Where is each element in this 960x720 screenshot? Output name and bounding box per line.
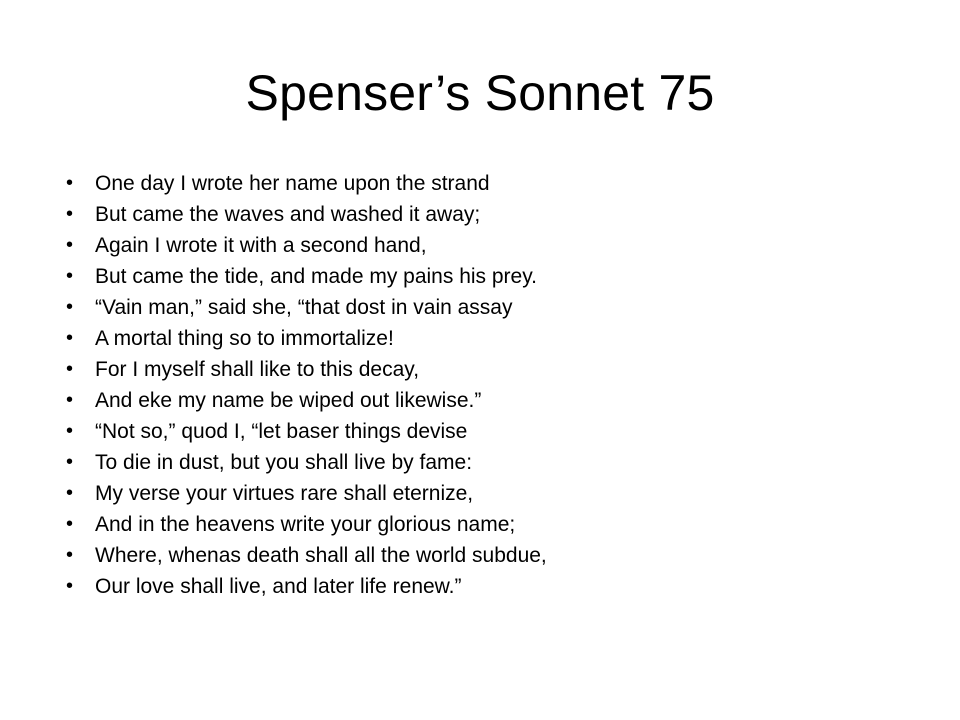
sonnet-line [66,261,906,292]
sonnet-line-text: Our love shall live, and later life renew.” [95,575,462,598]
sonnet-line-text: And eke my name be wiped out likewise.” [95,389,482,412]
bullet-icon: • [66,296,74,318]
sonnet-line-text: To die in dust, but you shall live by fame: [95,451,473,474]
sonnet-line [66,323,906,354]
bullet-icon: • [66,327,74,349]
sonnet-line-text: “Not so,” quod I, “let baser things devise [95,420,468,443]
sonnet-line-text: A mortal thing so to immortalize! [95,327,394,350]
bullet-icon: • [66,451,74,473]
bullet-icon: • [66,203,74,225]
bullet-icon: • [66,265,74,287]
sonnet-line-text: Where, whenas death shall all the world subdue, [95,544,547,567]
sonnet-line [66,385,906,416]
sonnet-line-text: One day I wrote her name upon the strand [95,172,490,195]
bullet-icon: • [66,544,74,566]
slide-title: Spenser’s Sonnet 75 [245,65,715,121]
sonnet-line-text: For I myself shall like to this decay, [95,358,420,381]
sonnet-line-text: Again I wrote it with a second hand, [95,234,427,257]
sonnet-line-text: “Vain man,” said she, “that dost in vain assay [95,296,513,319]
sonnet-line-text: But came the waves and washed it away; [95,203,481,226]
sonnet-line-list [66,168,906,602]
bullet-icon: • [66,234,74,256]
bullet-icon: • [66,389,74,411]
sonnet-line [66,478,906,509]
bullet-icon: • [66,482,74,504]
sonnet-line [66,354,906,385]
bullet-icon: • [66,513,74,535]
sonnet-line-text: My verse your virtues rare shall eternize, [95,482,474,505]
bullet-icon: • [66,358,74,380]
sonnet-line [66,292,906,323]
sonnet-line [66,168,906,199]
sonnet-line [66,416,906,447]
sonnet-line [66,540,906,571]
sonnet-line [66,571,906,602]
sonnet-line [66,509,906,540]
sonnet-line [66,199,906,230]
bullet-icon: • [66,172,74,194]
sonnet-line-text: And in the heavens write your glorious name; [95,513,516,536]
sonnet-line-text: But came the tide, and made my pains his prey. [95,265,538,288]
sonnet-line [66,447,906,478]
sonnet-line [66,230,906,261]
bullet-icon: • [66,420,74,442]
bullet-icon: • [66,575,74,597]
